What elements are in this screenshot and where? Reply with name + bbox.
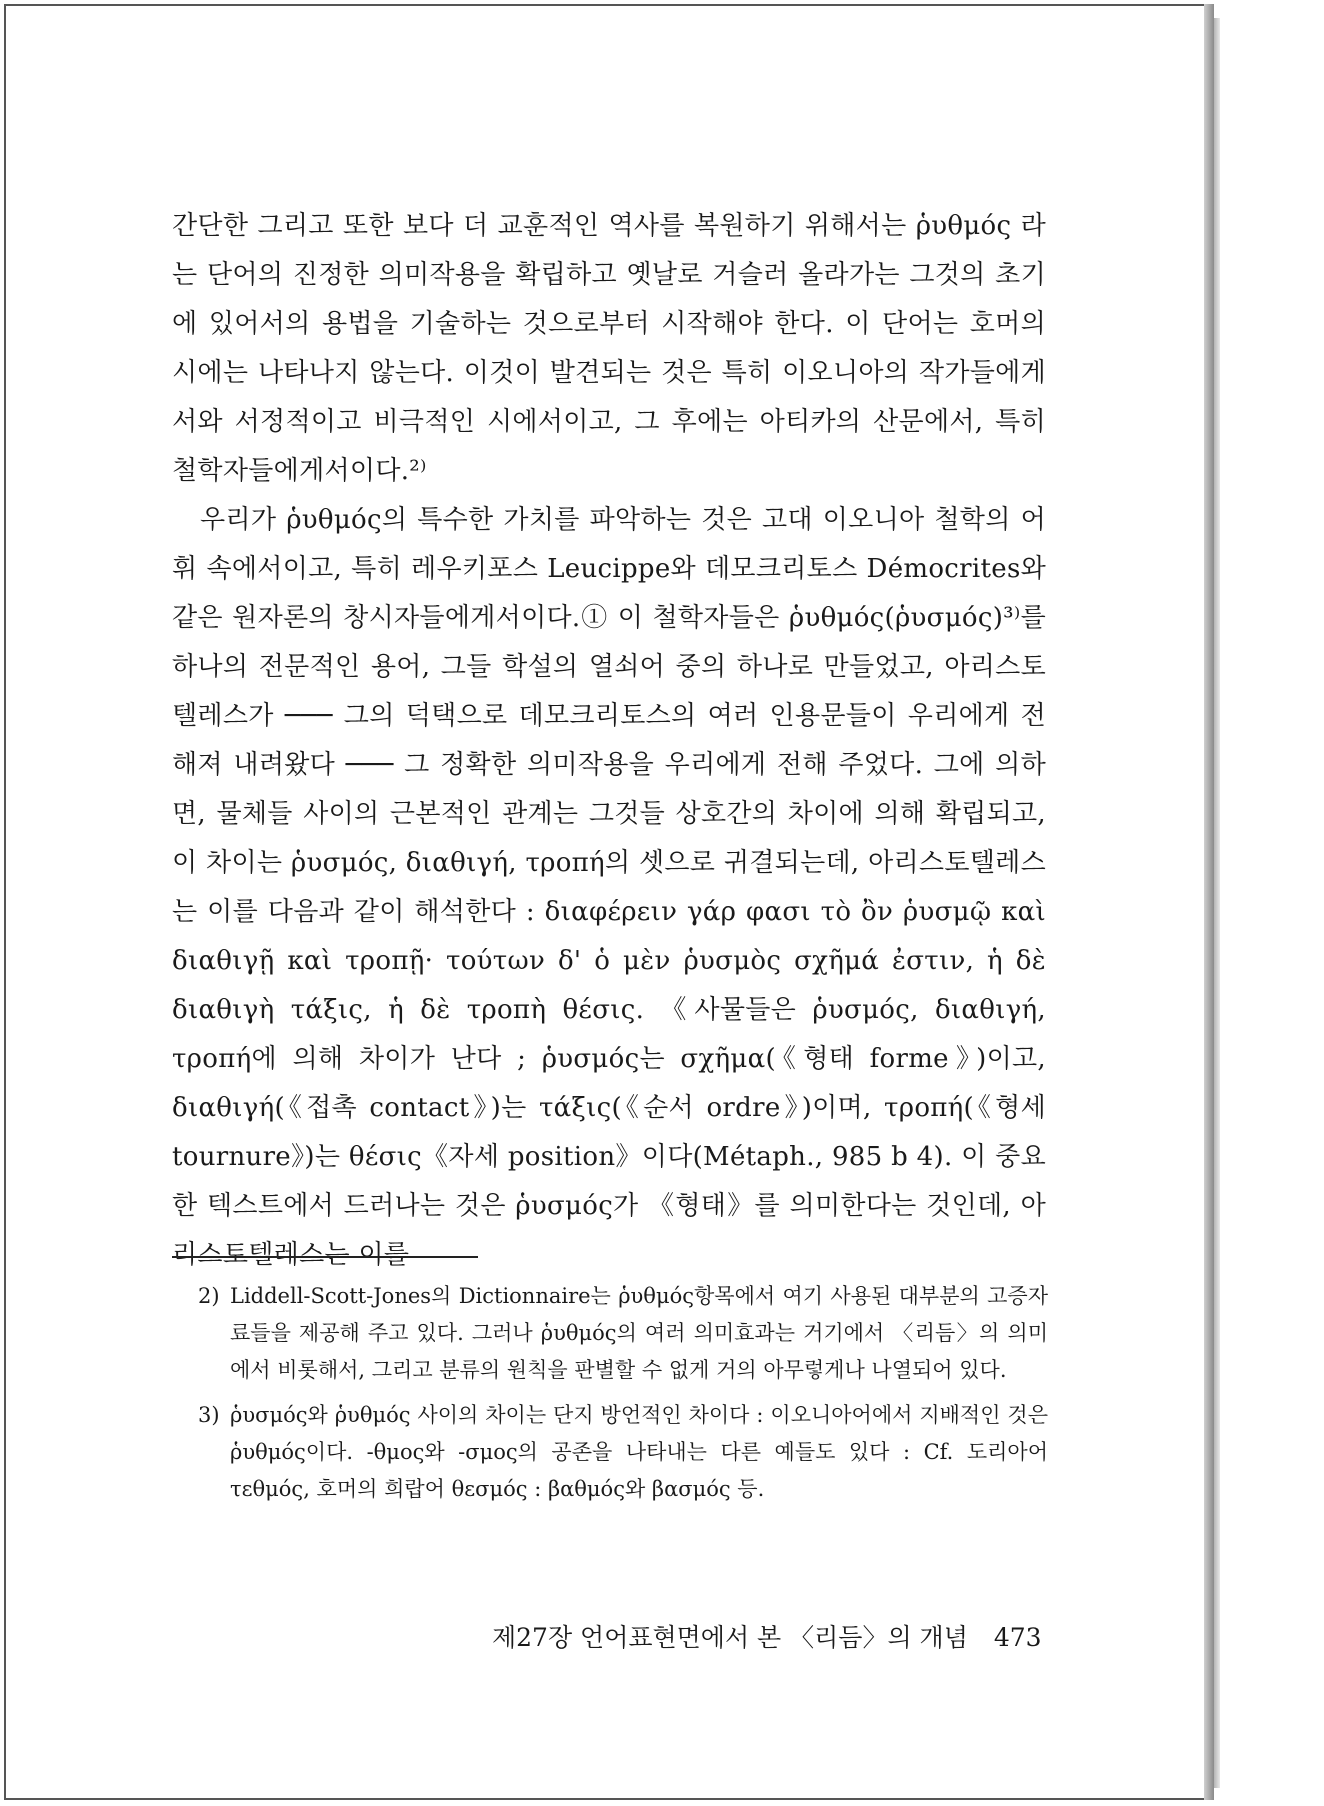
footnote-mark: 2) <box>198 1284 220 1308</box>
footnote-divider <box>172 1256 478 1258</box>
page-stack-edge <box>1214 18 1220 1788</box>
running-footer <box>492 1623 1052 1653</box>
body-text <box>172 202 1046 1280</box>
body-paragraph-1: 간단한 그리고 또한 보다 더 교훈적인 역사를 복원하기 위해서는 ῥυθμός 라는 단어의 진정한 의미작용을 확립하고 옛날로 거슬러 올라가는 그것의 초기에 있어서의 용법을 기술하는 것으로부터 시작해야 한다. 이 단어는 호머의 시에는 나타나지 않는다. 이것이 발견되는 것은 특히 이오니아의 작가들에게서와 서정적이고 비극적인 시에서이고, 그 후에는 아티카의 산문에서, 특히 철학자들에게서이다.²⁾ <box>172 211 1046 486</box>
chapter-title: 제27장 언어표현면에서 본 〈리듬〉의 개념 <box>492 1623 968 1652</box>
footnote-2 <box>198 1278 1048 1389</box>
footnote-text: ῥυσμός와 ῥυθμός 사이의 차이는 단지 방언적인 차이다 : 이오니아어에서 지배적인 것은 ῥυθμός이다. -θμος와 -σμος의 공존을 나타내는 다른 예들도 있다 : Cf. 도리아어 τεθμός, 호머의 희랍어 θεσμός : βαθμός와 βασμός 등. <box>230 1403 1048 1501</box>
body-paragraph-2: 우리가 ῥυθμός의 특수한 가치를 파악하는 것은 고대 이오니아 철학의 어휘 속에서이고, 특히 레우키포스 Leucippe와 데모크리토스 Démocrites와 같은 원자론의 창시자들에게서이다.① 이 철학자들은 ῥυθμός(ῥυσμός)³⁾를 하나의 전문적인 용어, 그들 학설의 열쇠어 중의 하나로 만들었고, 아리스토텔레스가 ─── 그의 덕택으로 데모크리토스의 여러 인용문들이 우리에게 전해져 내려왔다 ─── 그 정확한 의미작용을 우리에게 전해 주었다. 그에 의하면, 물체들 사이의 근본적인 관계는 그것들 상호간의 차이에 의해 확립되고, 이 차이는 ῥυσμός, διαθιγή, τροπή의 셋으로 귀결되는데, 아리스토텔레스는 이를 다음과 같이 해석한다 : διαφέρειν γάρ φασι τὸ ὂν ῥυσμῷ καὶ διαθιγῇ καὶ τροπῇ· τούτων δ' ὁ μὲν ῥυσμὸς σχῆμά ἐστιν, ἡ δὲ διαθιγὴ τάξις, ἡ δὲ τροπὴ θέσις. 《사물들은 ῥυσμός, διαθιγή, τροπή에 의해 차이가 난다 ; ῥυσμός는 σχῆμα(《형태 forme》)이고, διαθιγή(《접촉 contact》)는 τάξις(《순서 ordre》)이며, τροπή(《형세 tournure》)는 θέσις《자세 position》이다(Métaph., 985 b 4). 이 중요한 텍스트에서 드러나는 것은 ῥυσμός가 《형태》를 의미한다는 것인데, 아리스토텔레스는 이를 <box>172 505 1046 1270</box>
page-number: 473 <box>993 1623 1042 1652</box>
footnote-text: Liddell-Scott-Jones의 Dictionnaire는 ῥυθμός항목에서 여기 사용된 대부분의 고증자료들을 제공해 주고 있다. 그러나 ῥυθμός의 여러 의미효과는 거기에서 〈리듬〉의 의미에서 비롯해서, 그리고 분류의 원칙을 판별할 수 없게 거의 아무렇게나 나열되어 있다. <box>230 1284 1048 1382</box>
footnote-mark: 3) <box>198 1403 220 1427</box>
footnotes <box>198 1278 1048 1516</box>
footnote-3 <box>198 1397 1048 1508</box>
page-edge-shadow <box>1204 4 1214 1800</box>
book-page <box>4 4 1204 1800</box>
